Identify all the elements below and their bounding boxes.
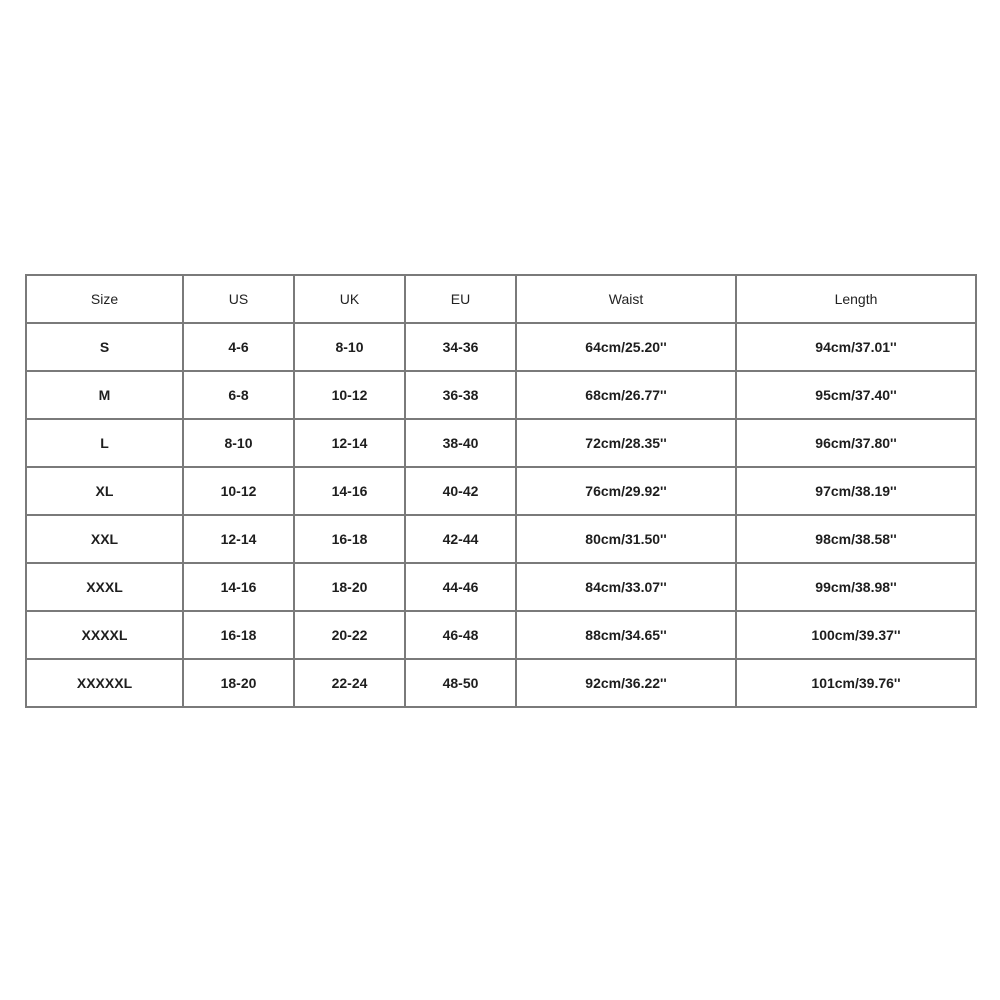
- table-row: [26, 611, 976, 659]
- cell-waist: 68cm/26.77'': [516, 371, 736, 419]
- cell-uk: 22-24: [294, 659, 405, 707]
- cell-uk: 8-10: [294, 323, 405, 371]
- table-row: [26, 515, 976, 563]
- cell-waist: 76cm/29.92'': [516, 467, 736, 515]
- header-us: US: [183, 275, 294, 323]
- cell-length: 97cm/38.19'': [736, 467, 976, 515]
- cell-uk: 20-22: [294, 611, 405, 659]
- cell-length: 98cm/38.58'': [736, 515, 976, 563]
- cell-length: 94cm/37.01'': [736, 323, 976, 371]
- cell-length: 101cm/39.76'': [736, 659, 976, 707]
- cell-waist: 80cm/31.50'': [516, 515, 736, 563]
- cell-waist: 64cm/25.20'': [516, 323, 736, 371]
- cell-uk: 14-16: [294, 467, 405, 515]
- cell-eu: 40-42: [405, 467, 516, 515]
- cell-us: 14-16: [183, 563, 294, 611]
- cell-length: 96cm/37.80'': [736, 419, 976, 467]
- cell-size: XL: [26, 467, 183, 515]
- cell-size: M: [26, 371, 183, 419]
- cell-us: 10-12: [183, 467, 294, 515]
- cell-eu: 34-36: [405, 323, 516, 371]
- table-row: [26, 371, 976, 419]
- cell-eu: 36-38: [405, 371, 516, 419]
- cell-size: S: [26, 323, 183, 371]
- cell-us: 16-18: [183, 611, 294, 659]
- cell-us: 4-6: [183, 323, 294, 371]
- cell-uk: 16-18: [294, 515, 405, 563]
- cell-waist: 72cm/28.35'': [516, 419, 736, 467]
- cell-us: 6-8: [183, 371, 294, 419]
- cell-length: 95cm/37.40'': [736, 371, 976, 419]
- header-length: Length: [736, 275, 976, 323]
- cell-uk: 18-20: [294, 563, 405, 611]
- cell-us: 8-10: [183, 419, 294, 467]
- cell-size: XXXXXL: [26, 659, 183, 707]
- cell-eu: 42-44: [405, 515, 516, 563]
- table-row: [26, 467, 976, 515]
- header-uk: UK: [294, 275, 405, 323]
- table-row: [26, 659, 976, 707]
- cell-length: 100cm/39.37'': [736, 611, 976, 659]
- cell-eu: 46-48: [405, 611, 516, 659]
- cell-us: 18-20: [183, 659, 294, 707]
- cell-eu: 38-40: [405, 419, 516, 467]
- cell-uk: 12-14: [294, 419, 405, 467]
- header-waist: Waist: [516, 275, 736, 323]
- cell-waist: 88cm/34.65'': [516, 611, 736, 659]
- cell-us: 12-14: [183, 515, 294, 563]
- cell-eu: 48-50: [405, 659, 516, 707]
- cell-waist: 92cm/36.22'': [516, 659, 736, 707]
- header-size: Size: [26, 275, 183, 323]
- table-row: [26, 419, 976, 467]
- table-header-row: [26, 275, 976, 323]
- cell-uk: 10-12: [294, 371, 405, 419]
- size-chart-table: [25, 274, 977, 708]
- table-row: [26, 563, 976, 611]
- header-eu: EU: [405, 275, 516, 323]
- cell-size: XXXXL: [26, 611, 183, 659]
- cell-length: 99cm/38.98'': [736, 563, 976, 611]
- table-row: [26, 323, 976, 371]
- cell-waist: 84cm/33.07'': [516, 563, 736, 611]
- cell-size: L: [26, 419, 183, 467]
- cell-size: XXXL: [26, 563, 183, 611]
- cell-eu: 44-46: [405, 563, 516, 611]
- cell-size: XXL: [26, 515, 183, 563]
